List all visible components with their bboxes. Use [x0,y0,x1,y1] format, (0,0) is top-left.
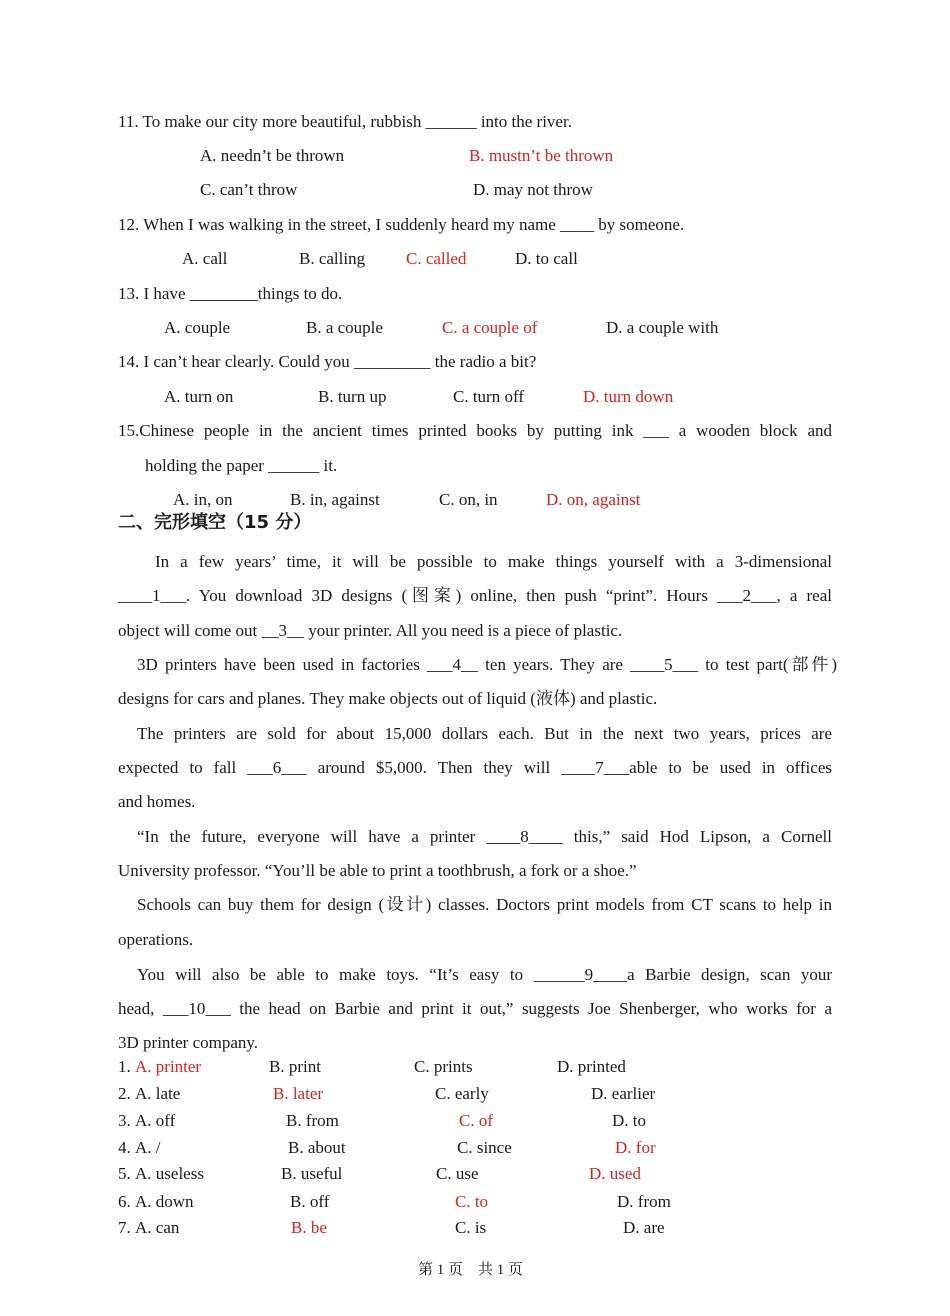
answer-6-option-d: D. from [617,1192,671,1211]
passage-p1-line3: object will come out __3__ your printer. All you need is a piece of plastic. [118,621,623,640]
answer-6-option-a: A. down [135,1192,194,1211]
q13-option-b: B. a couple [306,318,383,337]
q12-option-a: A. call [182,249,228,268]
question-11-stem: 11. To make our city more beautiful, rubbish ______ into the river. [118,112,572,131]
answer-7-option-c: C. is [455,1218,487,1237]
answer-4-option-c: C. since [457,1138,512,1157]
passage-p6-line2: head, ___10___ the head on Barbie and print it out,” suggests Joe Shenberger, who works for a [118,999,832,1018]
answer-2-option-d: D. earlier [591,1084,656,1103]
q12-option-b: B. calling [299,249,366,268]
q15-option-a: A. in, on [173,490,233,509]
answer-4-option-d: D. for [615,1138,656,1157]
passage-p6-line1: You will also be able to make toys. “It’s easy to ______9____a Barbie design, scan your [137,965,832,984]
answer-2-option-a: A. late [135,1084,181,1103]
passage-p2-line2: designs for cars and planes. They make objects out of liquid (液体) and plastic. [118,689,658,708]
q11-option-b-answer: B. mustn’t be thrown [469,146,614,165]
q12-option-c-answer: C. called [406,249,467,268]
answer-1-option-c: C. prints [414,1057,473,1076]
answer-row-2-number: 2. [118,1084,131,1103]
answer-5-option-d: D. used [589,1164,641,1183]
q14-option-c: C. turn off [453,387,524,406]
answer-3-option-c: C. of [459,1111,493,1130]
passage-p4-line1: “In the future, everyone will have a printer ____8____ this,” said Hod Lipson, a Cornell [137,827,832,846]
answer-1-option-d: D. printed [557,1057,626,1076]
answer-1-option-b: B. print [269,1057,321,1076]
answer-6-option-b: B. off [290,1192,330,1211]
answer-7-option-a: A. can [135,1218,180,1237]
question-12-stem: 12. When I was walking in the street, I suddenly heard my name ____ by someone. [118,215,685,234]
passage-p2-line1: 3D printers have been used in factories ___4__ ten years. They are ____5___ to test part(部件) [137,655,837,674]
q15-option-b: B. in, against [290,490,380,509]
passage-p4-line2: University professor. “You’ll be able to print a toothbrush, a fork or a shoe.” [118,861,637,880]
question-13-stem: 13. I have ________things to do. [118,284,343,303]
passage-p6-line3: 3D printer company. [118,1033,259,1052]
answer-5-option-b: B. useful [281,1164,343,1183]
q13-option-c-answer: C. a couple of [442,318,538,337]
q11-option-d: D. may not throw [473,180,593,199]
answer-1-option-a: A. printer [135,1057,202,1076]
answer-5-option-c: C. use [436,1164,479,1183]
q13-option-d: D. a couple with [606,318,719,337]
question-15-stem-line1: 15.Chinese people in the ancient times printed books by putting ink ___ a wooden block and [118,421,832,440]
passage-p1-line1: In a few years’ time, it will be possible to make things yourself with a 3-dimensional [155,552,832,571]
passage-p3-line1: The printers are sold for about 15,000 dollars each. But in the next two years, prices are [137,724,832,743]
passage-p1-line2: ____1___. You download 3D designs (图案) online, then push “print”. Hours ___2___, a real [118,586,832,605]
q14-option-d-answer: D. turn down [583,387,674,406]
passage-p3-line3: and homes. [118,792,196,811]
answer-2-option-c: C. early [435,1084,489,1103]
answer-5-option-a: A. useless [135,1164,204,1183]
answer-row-4-number: 4. [118,1138,131,1157]
passage-p3-line2: expected to fall ___6___ around $5,000. Then they will ____7___able to be used in offices [118,758,832,777]
answer-3-option-b: B. from [286,1111,339,1130]
answer-row-1-number: 1. [118,1057,131,1076]
page-footer: 第 1 页 共 1 页 [418,1262,524,1278]
q12-option-d: D. to call [515,249,578,268]
question-14-stem: 14. I can’t hear clearly. Could you _________ the radio a bit? [118,352,537,371]
answer-4-option-a: A. / [135,1138,161,1157]
answer-2-option-b: B. later [273,1084,324,1103]
q15-option-c: C. on, in [439,490,498,509]
answer-7-option-b: B. be [291,1218,327,1237]
answer-row-7-number: 7. [118,1218,131,1237]
passage-p5-line1: Schools can buy them for design (设计) classes. Doctors print models from CT scans to help in [137,895,832,914]
answer-row-3-number: 3. [118,1111,131,1130]
q13-option-a: A. couple [164,318,231,337]
answer-4-option-b: B. about [288,1138,346,1157]
q11-option-c: C. can’t throw [200,180,298,199]
answer-7-option-d: D. are [623,1218,665,1237]
q14-option-b: B. turn up [318,387,387,406]
passage-p5-line2: operations. [118,930,194,949]
answer-row-6-number: 6. [118,1192,131,1211]
question-15-stem-line2: holding the paper ______ it. [145,456,338,475]
answer-3-option-d: D. to [612,1111,646,1130]
answer-row-5-number: 5. [118,1164,131,1183]
answer-3-option-a: A. off [135,1111,176,1130]
answer-6-option-c: C. to [455,1192,489,1211]
q14-option-a: A. turn on [164,387,234,406]
section-title: 二、完形填空（15 分） [118,512,312,533]
q11-option-a: A. needn’t be thrown [200,146,345,165]
q15-option-d-answer: D. on, against [546,490,641,509]
